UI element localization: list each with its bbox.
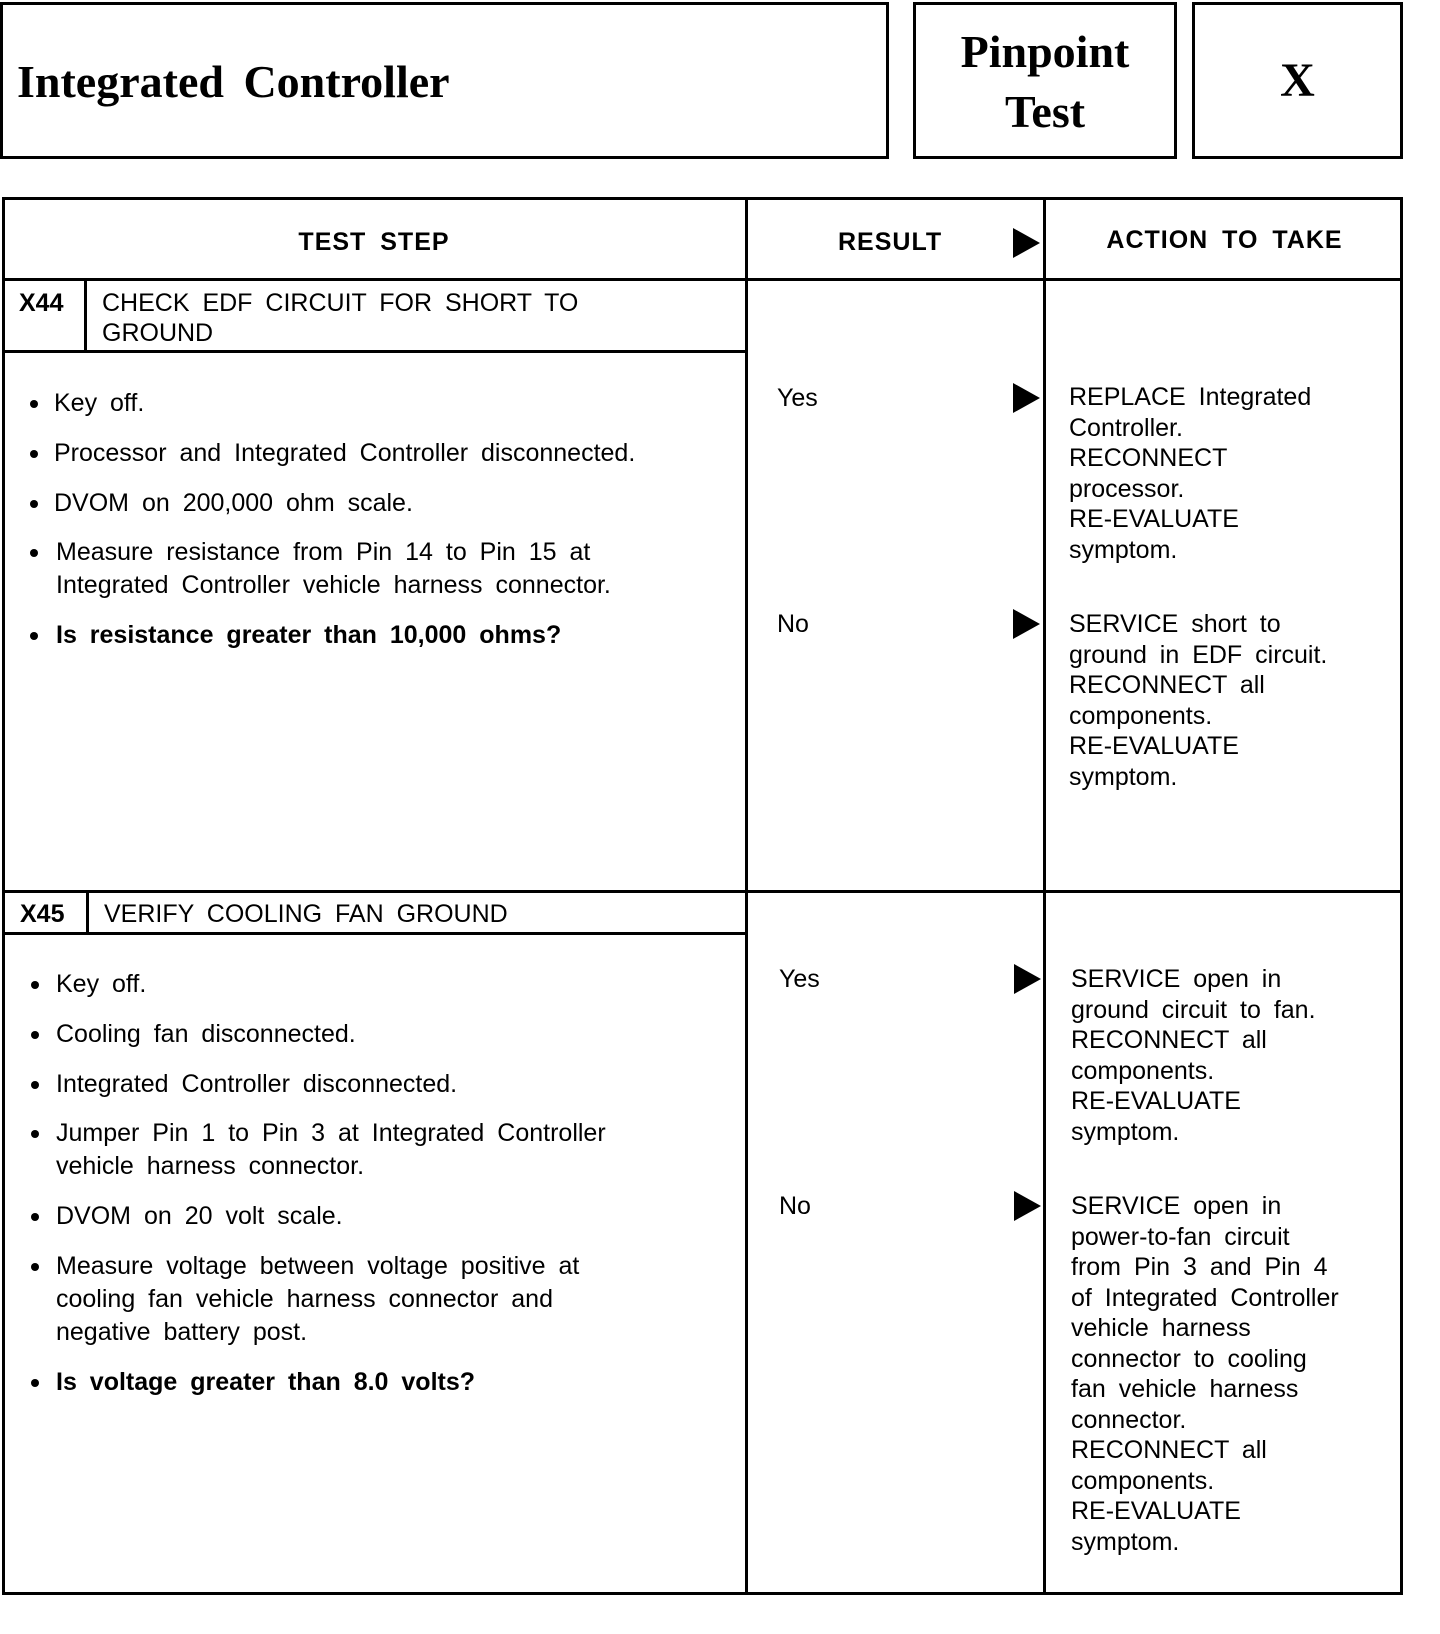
step-instruction: Key off. xyxy=(54,389,145,417)
action-line: processor. xyxy=(1069,474,1185,503)
action-line: RECONNECT all xyxy=(1071,1026,1267,1054)
action-line: from Pin 3 and Pin 4 xyxy=(1071,1253,1328,1281)
bullet-icon xyxy=(31,1213,39,1221)
step-question: Is voltage greater than 8.0 volts? xyxy=(56,1368,476,1396)
pinpoint-label: Pinpoint xyxy=(960,26,1130,77)
arrow-right-icon xyxy=(1013,228,1040,258)
bullet-icon xyxy=(31,1263,39,1271)
step-instruction: Integrated Controller disconnected. xyxy=(56,1070,458,1098)
action-no xyxy=(1071,1191,1339,1557)
bullet-icon xyxy=(31,1379,39,1387)
test-letter: X xyxy=(1280,54,1315,107)
step-instruction: Integrated Controller vehicle harness connector. xyxy=(56,571,611,599)
result-no: No xyxy=(779,1192,811,1220)
step-question: Is resistance greater than 10,000 ohms? xyxy=(56,621,562,649)
result-yes: Yes xyxy=(779,965,820,993)
action-line: components. xyxy=(1071,1056,1215,1085)
step-instruction: DVOM on 200,000 ohm scale. xyxy=(54,489,413,517)
step-id-divider xyxy=(86,892,89,933)
action-line: symptom. xyxy=(1069,762,1178,791)
step-instruction: cooling fan vehicle harness connector and xyxy=(56,1285,553,1313)
arrow-right-icon xyxy=(1014,1191,1041,1221)
action-line: vehicle harness xyxy=(1071,1314,1251,1342)
action-line: Controller. xyxy=(1069,413,1183,442)
bullet-icon xyxy=(30,549,38,557)
action-no xyxy=(1069,609,1327,792)
title-box xyxy=(0,2,889,159)
column-divider xyxy=(745,197,748,1595)
action-line: SERVICE open in xyxy=(1071,1192,1282,1220)
action-line: power-to-fan circuit xyxy=(1071,1222,1290,1251)
step-instruction: vehicle harness connector. xyxy=(56,1152,365,1180)
bullet-icon xyxy=(30,632,38,640)
action-line: ground circuit to fan. xyxy=(1071,995,1316,1024)
action-line: components. xyxy=(1069,701,1213,730)
action-line: SERVICE open in xyxy=(1071,965,1282,993)
step-id: X45 xyxy=(20,900,65,928)
step-instruction: Cooling fan disconnected. xyxy=(56,1020,356,1048)
action-line: fan vehicle harness xyxy=(1071,1375,1299,1403)
action-line: RE-EVALUATE xyxy=(1069,505,1239,533)
step-divider xyxy=(2,890,1403,893)
step-title: VERIFY COOLING FAN GROUND xyxy=(104,900,508,928)
page-title: Integrated Controller xyxy=(17,56,450,107)
test-label: Test xyxy=(1004,86,1086,137)
action-line: connector. xyxy=(1071,1405,1187,1434)
header-row-divider xyxy=(2,278,1403,281)
step-instruction: Jumper Pin 1 to Pin 3 at Integrated Controller xyxy=(56,1119,606,1147)
arrow-right-icon xyxy=(1013,609,1040,639)
column-header-result: RESULT xyxy=(838,228,943,256)
action-line: RE-EVALUATE xyxy=(1069,732,1239,760)
arrow-right-icon xyxy=(1014,964,1041,994)
step-title-underline xyxy=(2,350,746,353)
action-line: SERVICE short to xyxy=(1069,610,1281,638)
step-title: CHECK EDF CIRCUIT FOR SHORT TO xyxy=(102,289,579,317)
step-instruction: DVOM on 20 volt scale. xyxy=(56,1202,343,1230)
action-line: RECONNECT all xyxy=(1069,671,1265,699)
step-instruction: Processor and Integrated Controller disconnected. xyxy=(54,439,636,467)
action-yes xyxy=(1071,964,1316,1147)
action-line: of Integrated Controller xyxy=(1071,1283,1339,1312)
step-title: GROUND xyxy=(102,319,214,347)
bullet-icon xyxy=(30,400,38,408)
result-yes: Yes xyxy=(777,384,818,412)
bullet-icon xyxy=(30,500,38,508)
step-instruction: Measure resistance from Pin 14 to Pin 15 at xyxy=(56,538,591,566)
bullet-icon xyxy=(31,981,39,989)
action-line: REPLACE Integrated xyxy=(1069,383,1312,411)
result-no: No xyxy=(777,610,809,638)
bullet-icon xyxy=(31,1081,39,1089)
step-instruction: Measure voltage between voltage positive at xyxy=(56,1252,580,1280)
action-line: RE-EVALUATE xyxy=(1071,1087,1241,1115)
action-line: connector to cooling xyxy=(1071,1344,1307,1373)
action-line: symptom. xyxy=(1071,1527,1180,1556)
pinpoint-test-box xyxy=(913,2,1177,159)
step-instruction: Key off. xyxy=(56,970,147,998)
arrow-right-icon xyxy=(1013,383,1040,413)
column-header-action: ACTION TO TAKE xyxy=(1106,226,1343,254)
action-yes xyxy=(1069,382,1311,565)
step-instruction: negative battery post. xyxy=(56,1318,308,1346)
step-title-underline xyxy=(2,932,746,935)
step-id-divider xyxy=(84,280,87,351)
action-line: components. xyxy=(1071,1466,1215,1495)
column-header-test-step: TEST STEP xyxy=(298,228,450,256)
bullet-icon xyxy=(31,1031,39,1039)
test-letter-box xyxy=(1192,2,1403,159)
step-id: X44 xyxy=(19,289,64,317)
bullet-icon xyxy=(30,450,38,458)
action-line: RECONNECT xyxy=(1069,444,1228,472)
action-line: symptom. xyxy=(1069,535,1178,564)
action-line: ground in EDF circuit. xyxy=(1069,640,1328,669)
action-line: symptom. xyxy=(1071,1117,1180,1146)
action-line: RE-EVALUATE xyxy=(1071,1497,1241,1525)
bullet-icon xyxy=(31,1130,39,1138)
action-line: RECONNECT all xyxy=(1071,1436,1267,1464)
column-divider xyxy=(1043,197,1046,1595)
